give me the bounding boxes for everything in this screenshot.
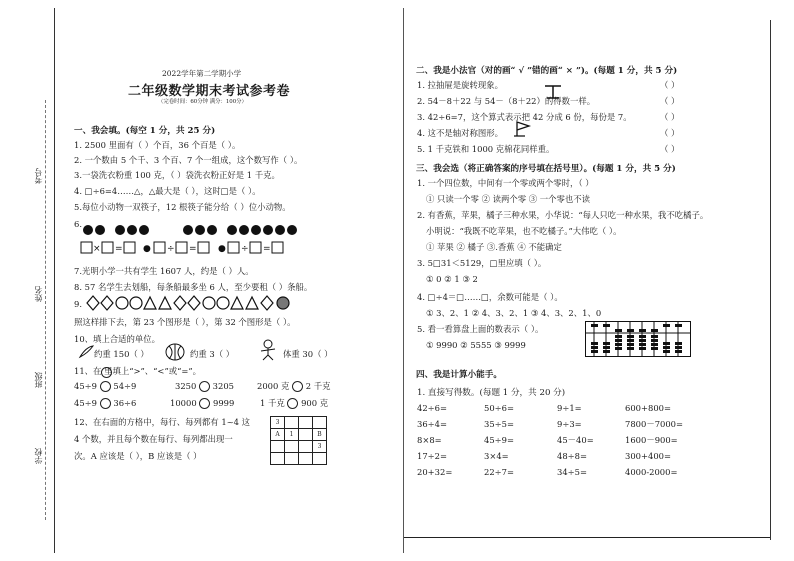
side-label-name: 姓名 — [34, 286, 43, 302]
grid-cell: 1 — [285, 429, 299, 441]
grid-row — [271, 429, 327, 441]
calc-cell: 4000-2000= — [625, 467, 678, 477]
q11-item: 45÷9 — [74, 398, 98, 408]
grid-cell — [299, 441, 313, 453]
right-edge-line — [770, 20, 771, 540]
compare-circle[interactable] — [287, 398, 298, 409]
compare-circle[interactable] — [199, 398, 210, 409]
section3-heading: 三、我会选（将正确答案的序号填在括号里）。(每题 1 分，共 5 分) — [416, 164, 676, 174]
q10c: 体重 30（ ） — [283, 349, 333, 359]
judge-answer-1[interactable]: （ ） — [660, 80, 680, 90]
compare-circle[interactable] — [199, 381, 210, 392]
grid-cell: A — [271, 429, 285, 441]
grid-row — [271, 441, 327, 453]
section1-heading: 一、我会填。(每空 1 分，共 25 分) — [74, 126, 216, 136]
left-margin-line — [54, 8, 55, 553]
calc-cell: 45÷9= — [484, 435, 515, 445]
q12-line3: 次。A 应该是（ ），B 应该是（ ） — [74, 451, 202, 461]
svg-text:=: = — [263, 244, 271, 254]
q11-item: 45÷9 — [74, 381, 98, 391]
grid-cell — [285, 453, 299, 465]
section4-heading: 四、我是计算小能手。 — [416, 370, 502, 380]
q2: 2. 一个数由 5 个千、3 个百、7 个一组成，这个数写作（ ）。 — [74, 155, 303, 165]
calc-cell: 36÷4= — [417, 419, 448, 429]
side-label-class: 班级 — [34, 372, 43, 388]
q11-item: 9999 — [213, 398, 235, 408]
judge-answer-3[interactable]: （ ） — [660, 112, 680, 122]
grid-cell: 3 — [313, 441, 327, 453]
flag-shape-icon — [513, 120, 533, 142]
q6-label: 6. — [74, 219, 82, 229]
calc-cell: 3×4= — [484, 451, 509, 461]
q10: 10、填上合适的单位。 — [74, 334, 161, 344]
q5: 5.每位小动物一双筷子，12 根筷子能分给（ ）位小动物。 — [74, 202, 291, 212]
svg-text:=: = — [115, 244, 123, 254]
calc-cell: 1600－900= — [625, 435, 678, 445]
grid-row — [271, 417, 327, 429]
q4: 4. □÷6=4……△，△最大是（ ），这时□是（ ）。 — [74, 186, 261, 196]
compare-circle[interactable] — [292, 381, 303, 392]
judge-answer-5[interactable]: （ ） — [660, 144, 680, 154]
grid-cell — [285, 441, 299, 453]
calc-cell: 9÷1= — [557, 403, 582, 413]
q11-item: 36÷6 — [113, 398, 137, 408]
q12-line2: 4 个数，并且每个数在每行、每列都出现一 — [74, 434, 233, 444]
calc-cell: 45－40= — [557, 435, 594, 445]
calc-cell: 9÷3= — [557, 419, 582, 429]
grid-cell — [299, 417, 313, 429]
judge-4: 4. 这不是轴对称图形。 — [417, 128, 504, 138]
q11-item: 1 千克 — [260, 398, 285, 408]
grid-cell — [313, 453, 327, 465]
q11-item: 2000 克 — [257, 381, 290, 391]
q11-row1b — [175, 381, 234, 392]
q3: 3.一袋洗衣粉重 100 克，（ ）袋洗衣粉正好是 1 千克。 — [74, 170, 280, 180]
calc-cell: 35÷5= — [484, 419, 515, 429]
center-fold-line — [403, 8, 404, 553]
feather-icon — [78, 344, 94, 363]
choice-3: 3. 5□31＜5129，□里应填（ ）。 — [417, 258, 547, 268]
grid-cell — [299, 429, 313, 441]
calc-cell: 17÷2= — [417, 451, 448, 461]
tee-shape-icon — [543, 84, 563, 104]
calc-cell: 22÷7= — [484, 467, 515, 477]
shape-sequence-icons — [86, 295, 296, 311]
child-icon — [257, 339, 279, 365]
grid-row — [271, 453, 327, 465]
q11-item: 10000 — [170, 398, 197, 408]
compare-circle[interactable] — [100, 381, 111, 392]
grid-cell: 3 — [271, 417, 285, 429]
dashed-cut-line — [45, 100, 46, 520]
q11-row1c — [257, 381, 330, 392]
q9-shape-sequence — [86, 295, 296, 311]
grid-cell — [313, 417, 327, 429]
q11-sample-circle — [101, 367, 112, 378]
q10a: 约重 150（ ） — [94, 349, 149, 359]
school-line: 2022学年第二学期小学 — [162, 69, 242, 78]
calc-cell: 8×8= — [417, 435, 442, 445]
calc-cell: 50÷6= — [484, 403, 515, 413]
q10b: 约重 3（ ） — [190, 349, 235, 359]
q11-item: 3205 — [212, 381, 234, 391]
calc-cell: 34÷5= — [557, 467, 588, 477]
judge-3: 3. 42÷6=7，这个算式表示把 42 分成 6 份，每份是 7。 — [417, 112, 632, 122]
q6-apples-row — [82, 222, 322, 236]
svg-text:●: ● — [218, 244, 226, 254]
q1: 1. 2500 里面有（ ）个百，36 个百是（ ）。 — [74, 140, 241, 150]
compare-circle[interactable] — [100, 398, 111, 409]
choice-3-options: ① 0 ② 1 ③ 2 — [426, 274, 478, 284]
svg-text:●: ● — [143, 244, 151, 254]
svg-text:÷: ÷ — [241, 244, 249, 254]
grid-cell: B — [313, 429, 327, 441]
judge-answer-2[interactable]: （ ） — [660, 96, 680, 106]
q9-text: 照这样排下去，第 23 个图形是（ ），第 32 个图形是（ ）。 — [74, 317, 296, 327]
choice-1-options: ① 只读一个零 ② 读两个零 ③ 一个零也不读 — [426, 194, 591, 204]
calc-cell: 20+32= — [417, 467, 453, 477]
choice-5: 5. 看一看算盘上面的数表示（ ）。 — [417, 324, 544, 334]
equation-boxes — [80, 241, 320, 255]
exam-meta: （完卷时间：60分钟 满分：100分） — [158, 99, 247, 105]
q7: 7.光明小学一共有学生 1607 人，约是（ ）人。 — [74, 266, 254, 276]
calc-cell: 300+400= — [625, 451, 672, 461]
section2-heading: 二、我是小法官（对的画“ √ ”错的画“ × ”)。(每题 1 分，共 5 分) — [416, 66, 678, 76]
apple-icons — [82, 223, 322, 237]
grid-cell — [299, 453, 313, 465]
calc-cell: 42÷6= — [417, 403, 448, 413]
judge-answer-4[interactable]: （ ） — [660, 128, 680, 138]
section4-sub: 1. 直接写得数。(每题 1 分，共 20 分) — [417, 388, 566, 398]
q12-line1: 12、在右面的方格中，每行、每列都有 1~4 这 — [74, 417, 251, 427]
side-label-exam-no: 考号 — [34, 168, 43, 184]
judge-5: 5. 1 千克铁和 1000 克棉花同样重。 — [417, 144, 555, 154]
q11-item: 900 克 — [301, 398, 329, 408]
grid-cell — [271, 453, 285, 465]
choice-2a: 2. 有香蕉，苹果，橘子三种水果，小华说：“每人只吃一种水果，我不吃橘子。 — [417, 210, 709, 220]
q8: 8. 57 名学生去划船，每条船最多坐 6 人，至少要租（ ）条船。 — [74, 282, 313, 292]
q11-row1 — [74, 381, 136, 392]
q9-label: 9. — [74, 299, 82, 309]
abacus-beads — [586, 322, 690, 356]
sudoku-grid — [270, 416, 327, 465]
judge-2: 2. 54－8＋22 与 54－（8＋22）的得数一样。 — [417, 96, 596, 106]
svg-text:÷: ÷ — [167, 244, 175, 254]
calc-cell: 600+800= — [625, 403, 672, 413]
abacus-image — [585, 321, 691, 357]
calc-cell: 48÷8= — [557, 451, 588, 461]
svg-text:×: × — [93, 244, 101, 254]
q11-row2c — [260, 398, 328, 409]
choice-5-options: ① 9990 ② 5555 ③ 9999 — [426, 340, 526, 350]
judge-1: 1. 拉抽屉是旋转现象。 — [417, 80, 504, 90]
q11-row2 — [74, 398, 136, 409]
q11-item: 3250 — [175, 381, 197, 391]
watermelon-icon — [165, 343, 185, 365]
bottom-edge-line — [404, 537, 770, 538]
choice-4: 4. □÷4＝□……□，余数可能是（ ）。 — [417, 292, 563, 302]
svg-text:=: = — [189, 244, 197, 254]
q11-row2b — [170, 398, 234, 409]
calc-cell: 7800－7000= — [625, 419, 684, 429]
q11-item: 54÷9 — [113, 381, 137, 391]
q6-equations — [80, 240, 320, 254]
choice-4-options: ① 3、2、1 ② 4、3、2、1 ③ 4、3、2、1、0 — [426, 308, 602, 318]
page-title: 二年级数学期末考试参考卷 — [128, 84, 291, 99]
choice-2-options: ① 苹果 ② 橘子 ③.香蕉 ④ 不能确定 — [426, 242, 562, 252]
q11-item: 2 千克 — [305, 381, 331, 391]
choice-1: 1. 一个四位数，中间有一个零或两个零时，（ ） — [417, 178, 594, 188]
choice-2b: 小明说：“我既不吃苹果，也不吃橘子。”大伟吃（ ）。 — [426, 226, 622, 236]
q11: 11、在 里填上“>”、“<”或“=”。 — [74, 366, 202, 376]
grid-cell — [285, 417, 299, 429]
grid-cell — [271, 441, 285, 453]
side-label-school: 学校 — [34, 448, 43, 464]
